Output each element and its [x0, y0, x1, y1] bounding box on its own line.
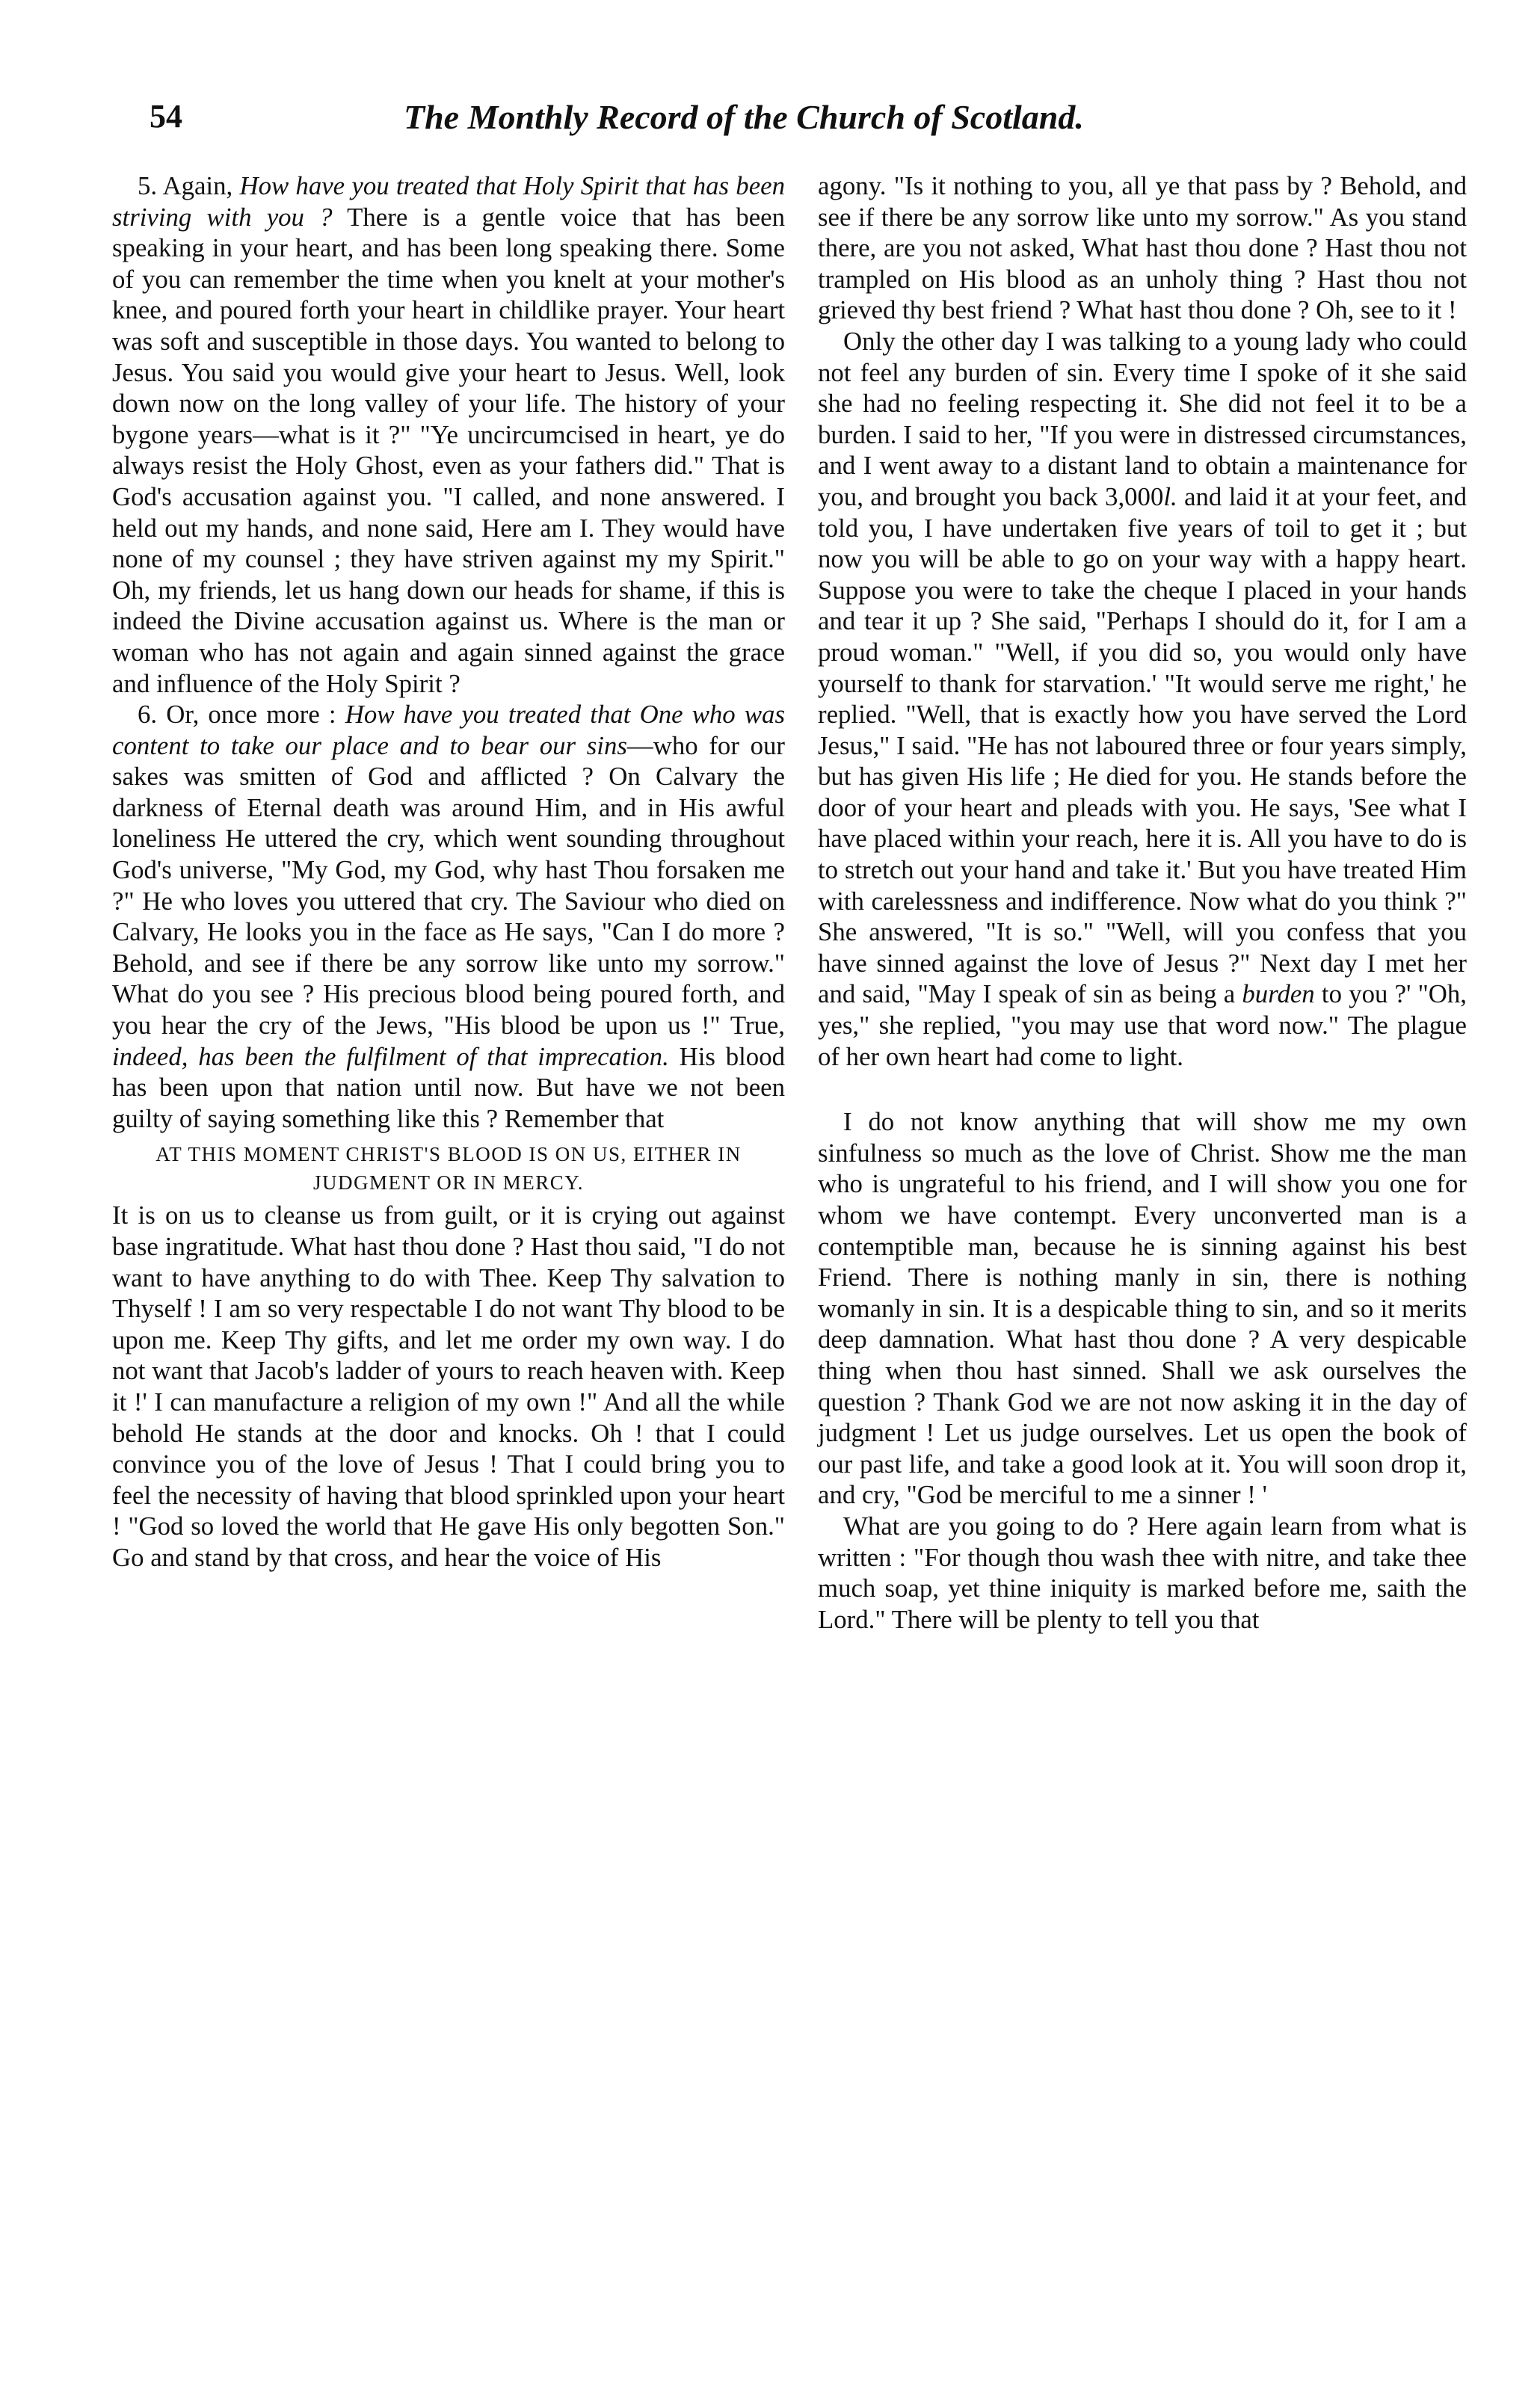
- paragraph-title: How have you treated that One who was content to take our place and to bear our sins: [112, 700, 785, 760]
- paragraph-5: [112, 170, 785, 699]
- currency-symbol: l.: [1163, 481, 1177, 511]
- paragraph-number: 6. Or, once more :: [138, 700, 345, 730]
- running-head: The Monthly Record of the Church of Scotland.: [404, 98, 1084, 136]
- paragraph-body: and laid it at your feet, and told you, I have undertaken five years of toil to get it ; but now you will be able to go on your way with a happy heart. Suppose you were to take the cheque I placed in your hands and tear it up ? She said, "Perhaps I should do it, for I am a proud woman." "Well, if you did so, you would only have yourself to thank for starvation.' "It would serve me right,' he replied. "Well, that is exactly how you have served the Lord Jesus," I said. "He has not laboured three or four years simply, but has given His life ; He died for you. He stands before the door of your heart and pleads with you. He says, 'See what I have placed within your reach, here it is. All you have to do is to stretch out your hand and take it.' But you have treated Him with carelessness and indifference. Now what do you think ?" She answered, "It is so." "Well, will you confess that you have sinned against the love of Jesus ?" Next day I met her and said, "May I speak of sin as being a: [818, 481, 1467, 1009]
- paragraph: I do not know anything that will show me my own sinfulness so much as the love of Christ. Show me the man who is ungrateful to his friend, and I will show you one for whom we have contempt. Every unconverted man is a contemptible man, because he is sinning against his best Friend. There is nothing manly in sin, there is nothing womanly in sin. It is a despicable thing to sin, and so it merits deep damnation. What hast thou done ? A very despicable thing when thou hast sinned. Shall we ask ourselves the question ? Thank God we are not now asking it in the day of judgment ! Let us judge ourselves. Let us open the book of our past life, and take a good look at it. You will soon drop it, and cry, "God be merciful to me a sinner ! ': [818, 1107, 1467, 1510]
- paragraph-body: His blood has been upon that nation until now. But have we not been guilty of saying something like this ? Remember that: [112, 1041, 785, 1133]
- paragraph-body: —who for our sakes was smitten of God and afflicted ? On Calvary the darkness of Eternal death was around Him, and in His awful loneliness He uttered the cry, which went sounding throughout God's universe, "My God, my God, why hast Thou forsaken me ?" He who loves you uttered that cry. The Saviour who died on Calvary, He looks you in the face as He says, "Can I do more ? Behold, and see if there be any sorrow like unto my sorrow." What do you see ? His precious blood being poured forth, and you hear the cry of the Jews, "His blood be upon us !" True,: [112, 730, 785, 1041]
- paragraph-6: [112, 699, 785, 1134]
- left-column: [112, 170, 785, 1574]
- paragraph: What are you going to do ? Here again learn from what is written : "For though thou wash thee with nitre, and take thee much soap, yet thine iniquity is marked before me, saith the Lord." There will be plenty to tell you that: [818, 1511, 1467, 1634]
- paragraph-number: 5. Again,: [138, 171, 240, 200]
- paragraph-title: How have you treated that Holy Spirit that has been striving with you ?: [112, 171, 785, 232]
- section-heading: AT THIS MOMENT CHRIST'S BLOOD IS ON US, EITHER IN JUDGMENT OR IN MERCY.: [155, 1143, 742, 1195]
- paragraph: agony. "Is it nothing to you, all ye that pass by ? Behold, and see if there be any sorrow like unto my sorrow." As you stand there, are you not asked, What hast thou done ? Hast thou not trampled on His blood as an unholy thing ? Hast thou not grieved thy best friend ? What hast thou done ? Oh, see to it !: [818, 171, 1467, 325]
- paragraph-body: to you ?' "Oh, yes," she replied, "you may use that word now." The plague of her own heart had come to light.: [818, 979, 1467, 1071]
- italic-word: burden: [1242, 979, 1315, 1009]
- paragraph-body: Only the other day I was talking to a young lady who could not feel any burden of sin. Every time I spoke of it she said she had no feeling respecting it. She did not feel it to be a burden. I said to her, "If you were in distressed circumstances, and I went away to a distant land to obtain a maintenance for you, and brought you back 3,000: [818, 326, 1467, 511]
- paragraph-body: There is a gentle voice that has been speaking in your heart, and has been long speaking there. Some of you can remember the time when you knelt at your mother's knee, and poured forth your heart in childlike prayer. Your heart was soft and susceptible in those days. You wanted to belong to Jesus. You said you would give your heart to Jesus. Well, look down now on the long valley of your life. The history of your bygone years—what is it ?" "Ye uncircumcised in heart, ye do always resist the Holy Ghost, even as your fathers did." That is God's accusation against you. "I called, and none answered. I held out my hands, and none said, Here am I. They would have none of my counsel ; they have striven against my my Spirit." Oh, my friends, let us hang down our heads for shame, if this is indeed the Divine accusation against us. Where is the man or woman who has not again and again sinned against the grace and influence of the Holy Spirit ?: [112, 202, 785, 698]
- paragraph: [818, 326, 1467, 1072]
- right-column: [818, 170, 1467, 1635]
- paragraph: It is on us to cleanse us from guilt, or it is crying out against base ingratitude. What hast thou done ? Hast thou said, "I do not want to have anything to do with Thee. Keep Thy salvation to Thyself ! I am so very respectable I do not want Thy blood to be upon me. Keep Thy gifts, and let me order my own way. I do not want that Jacob's ladder of yours to reach heaven with. Keep it !' I can manufacture a religion of my own !" And all the while behold He stands at the door and knocks. Oh ! that I could convince you of the love of Jesus ! That I could bring you to feel the necessity of having that blood sprinkled upon your heart ! "God so loved the world that He gave His only begotten Son." Go and stand by that cross, and hear the voice of His: [112, 1201, 785, 1572]
- section-gap: [818, 1072, 1467, 1106]
- page-number: 54: [150, 98, 182, 135]
- italic-phrase: indeed, has been the fulfilment of that imprecation.: [112, 1041, 669, 1071]
